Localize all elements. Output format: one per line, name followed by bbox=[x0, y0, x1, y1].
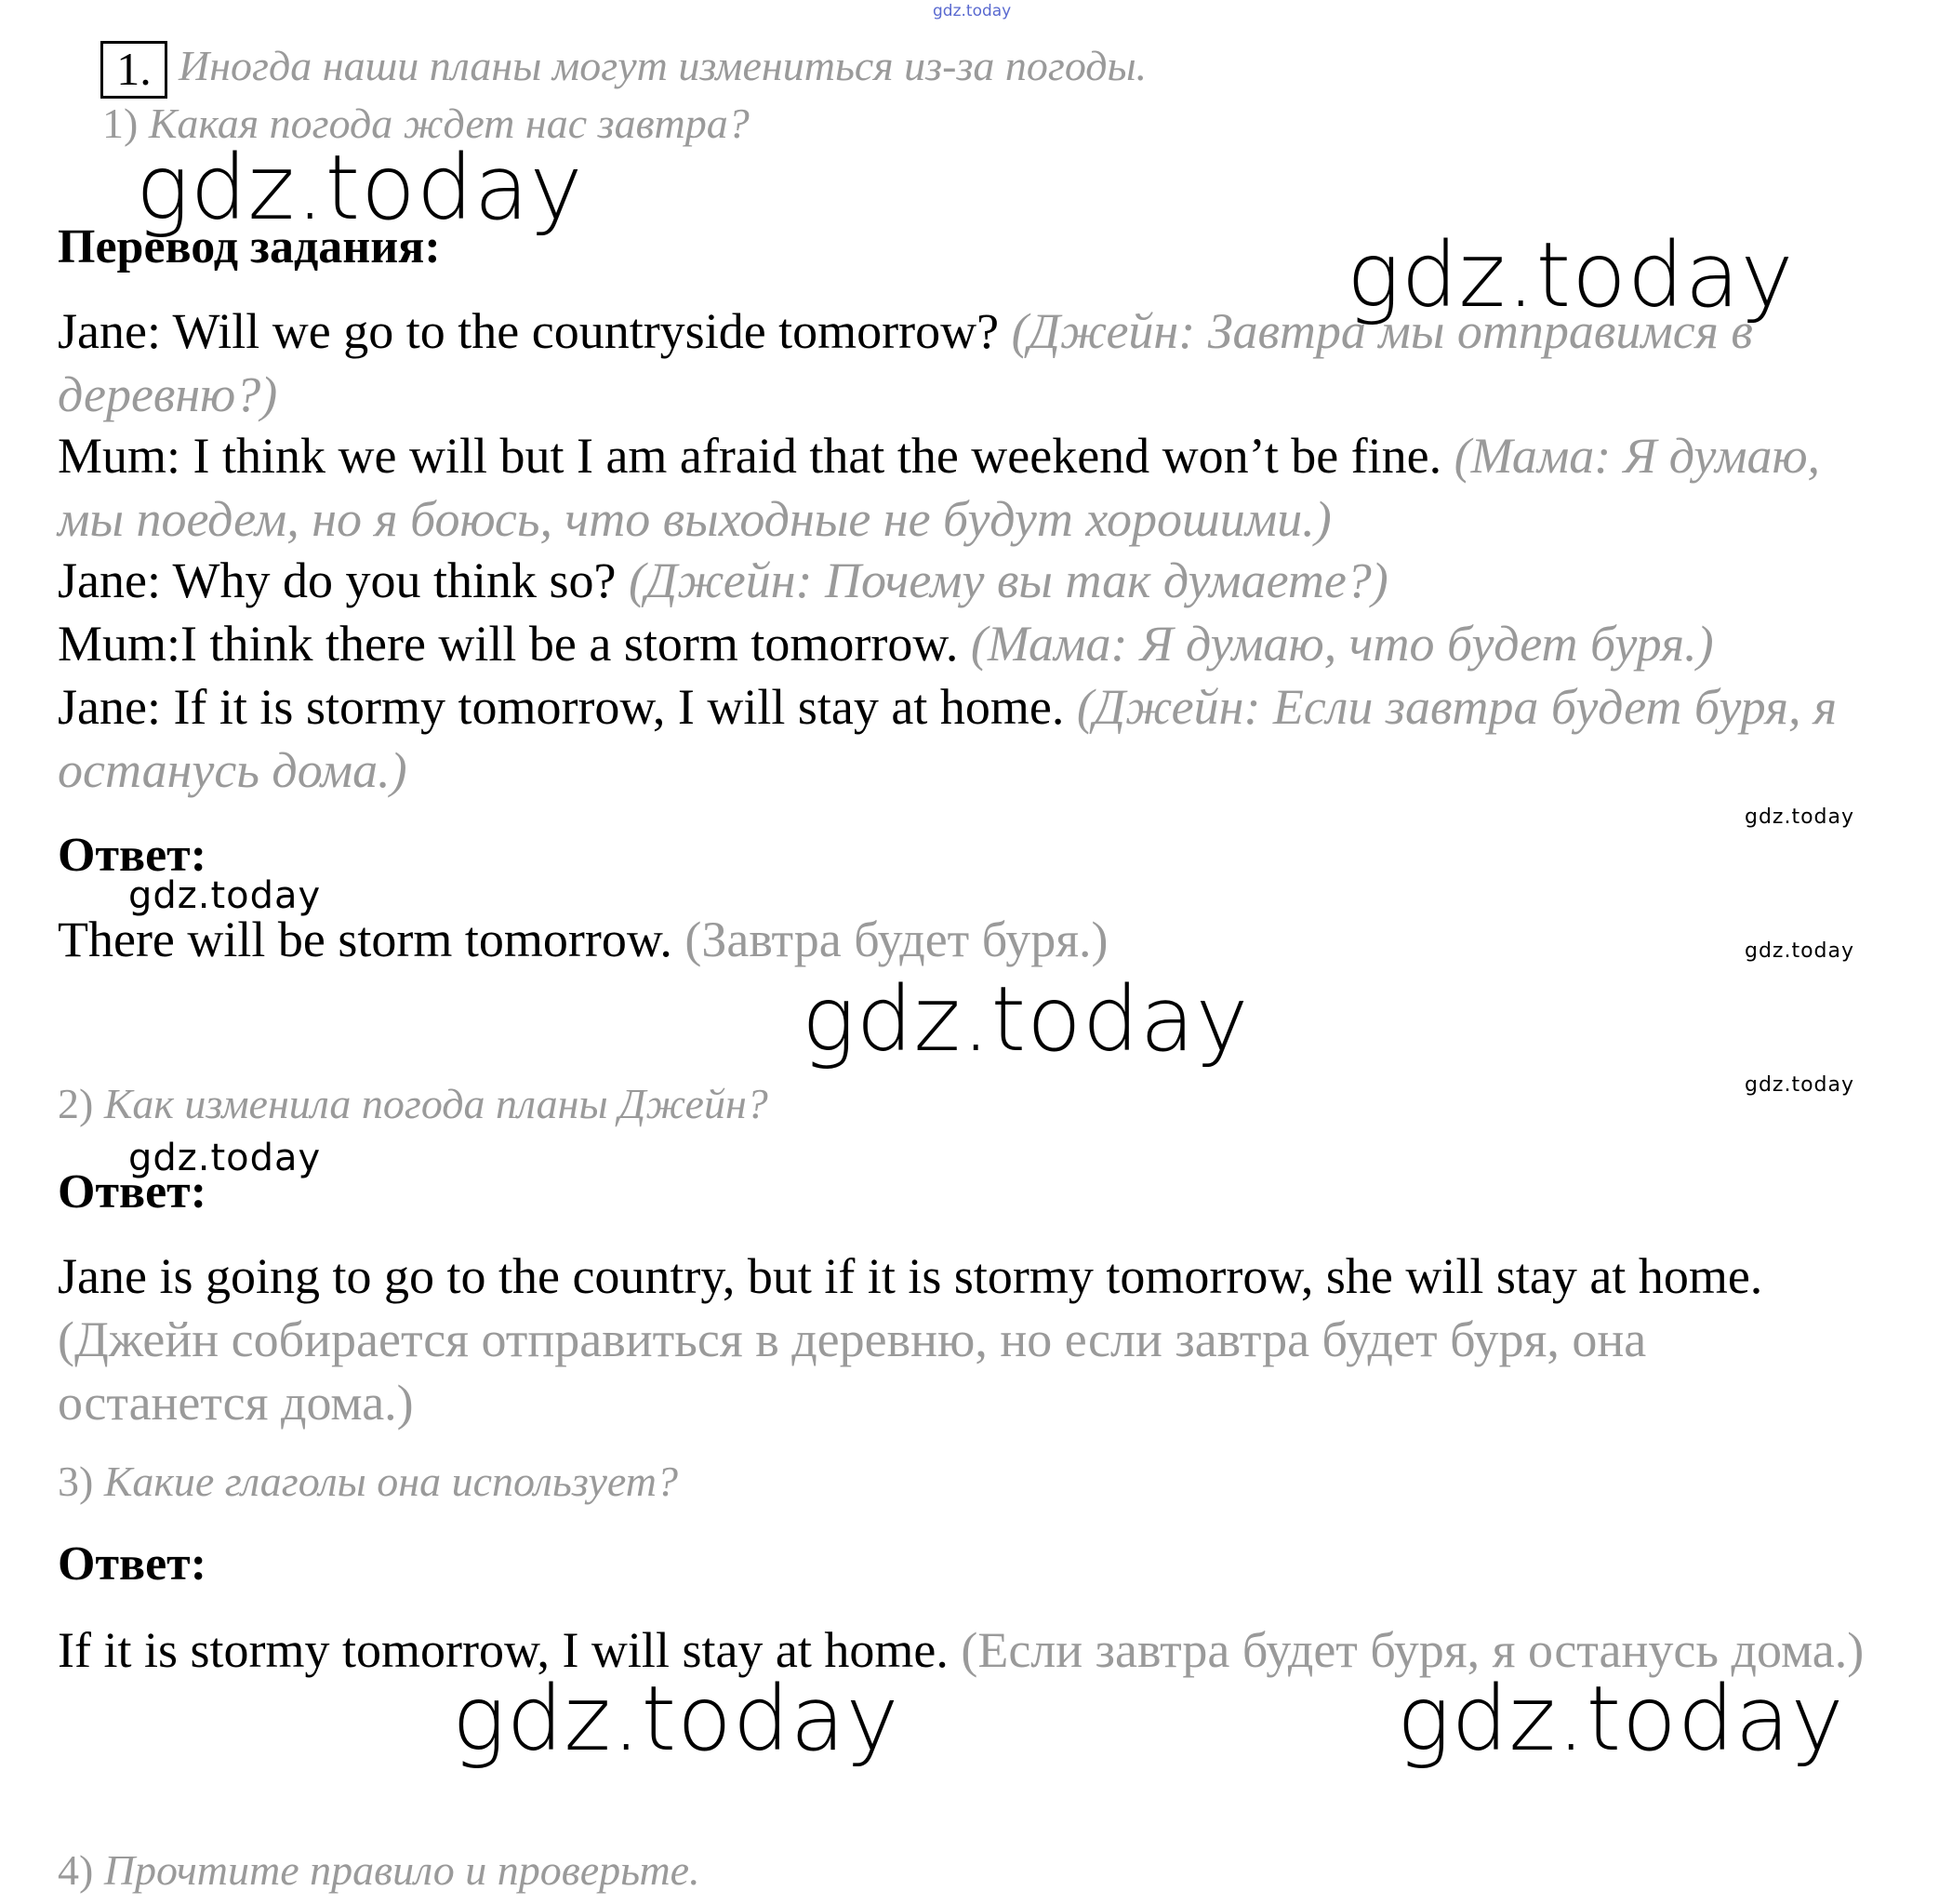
answer-2-ru: (Джейн собирается отправиться в деревню, но если завтра будет буря, она останется дома.) bbox=[58, 1311, 1647, 1431]
dialogue-line-5 bbox=[58, 675, 1880, 802]
watermark: gdz.today bbox=[1397, 1667, 1845, 1771]
watermark: gdz.today bbox=[136, 136, 584, 240]
dialogue-line-4-ru: (Мама: Я думаю, что будет буря.) bbox=[970, 616, 1714, 672]
question-2-text: Как изменила погода планы Джейн? bbox=[103, 1080, 768, 1127]
watermark: gdz.today bbox=[1347, 223, 1795, 327]
dialogue-line-5-en: Jane: If it is stormy tomorrow, I will stay at home. bbox=[58, 679, 1065, 735]
dialogue-line-3-ru: (Джейн: Почему вы так думаете?) bbox=[628, 553, 1388, 608]
answer-1 bbox=[58, 908, 1880, 971]
answer-1-en: There will be storm tomorrow. bbox=[58, 912, 672, 967]
watermark: gdz.today bbox=[452, 1667, 900, 1771]
answer-1-heading: Ответ: bbox=[58, 829, 207, 882]
question-3-number: 3) bbox=[58, 1458, 94, 1505]
question-4-number: 4) bbox=[58, 1846, 94, 1894]
task-instruction: Иногда наши планы могут измениться из-за погоды. bbox=[179, 42, 1148, 89]
watermark: gdz.today bbox=[128, 874, 322, 917]
question-1-number: 1) bbox=[102, 100, 139, 147]
question-3-text: Какие глаголы она использует? bbox=[103, 1458, 678, 1505]
answer-3-en: If it is stormy tomorrow, I will stay at home. bbox=[58, 1622, 949, 1678]
question-4 bbox=[58, 1845, 700, 1895]
question-4-text: Прочтите правило и проверьте. bbox=[103, 1846, 700, 1894]
answer-2 bbox=[58, 1245, 1853, 1434]
question-1-text: Какая погода ждет нас завтра? bbox=[148, 100, 750, 147]
answer-2-en: Jane is going to go to the country, but if it is stormy tomorrow, she will stay at home. bbox=[58, 1248, 1763, 1304]
dialogue-line-5-ru: (Джейн: Если завтра будет буря, я останусь дома.) bbox=[58, 679, 1838, 798]
answer-2-heading: Ответ: bbox=[58, 1165, 207, 1218]
dialogue-line-3 bbox=[58, 549, 1880, 612]
dialogue-line-2-ru: (Мама: Я думаю, мы поедем, но я боюсь, что выходные не будут хорошими.) bbox=[58, 428, 1821, 547]
watermark: gdz.today bbox=[1745, 806, 1855, 829]
task-number-box: 1. bbox=[100, 41, 167, 99]
dialogue-line-4 bbox=[58, 612, 1880, 675]
dialogue-line-1-ru: (Джейн: Завтра мы отправимся в деревню?) bbox=[58, 303, 1753, 422]
question-3 bbox=[58, 1457, 678, 1506]
watermark: gdz.today bbox=[1745, 1073, 1855, 1097]
watermark: gdz.today bbox=[1745, 939, 1855, 963]
dialogue-line-4-en: Mum:I think there will be a storm tomorrow. bbox=[58, 616, 959, 672]
answer-3-ru: (Если завтра будет буря, я останусь дома.) bbox=[961, 1622, 1865, 1678]
translation-heading: Перевод задания: bbox=[58, 220, 441, 273]
watermark: gdz.today bbox=[802, 967, 1250, 1072]
dialogue-line-2-en: Mum: I think we will but I am afraid that the weekend won’t be fine. bbox=[58, 428, 1442, 484]
dialogue-line-3-en: Jane: Why do you think so? bbox=[58, 553, 617, 608]
question-2-number: 2) bbox=[58, 1080, 94, 1127]
answer-1-ru: (Завтра будет буря.) bbox=[684, 912, 1109, 967]
answer-3-heading: Ответ: bbox=[58, 1538, 207, 1591]
top-watermark: gdz.today bbox=[933, 2, 1012, 20]
dialogue-line-2 bbox=[58, 424, 1880, 551]
watermark: gdz.today bbox=[128, 1137, 322, 1179]
question-2 bbox=[58, 1079, 768, 1128]
dialogue-line-1-en: Jane: Will we go to the countryside tomorrow? bbox=[58, 303, 1000, 359]
